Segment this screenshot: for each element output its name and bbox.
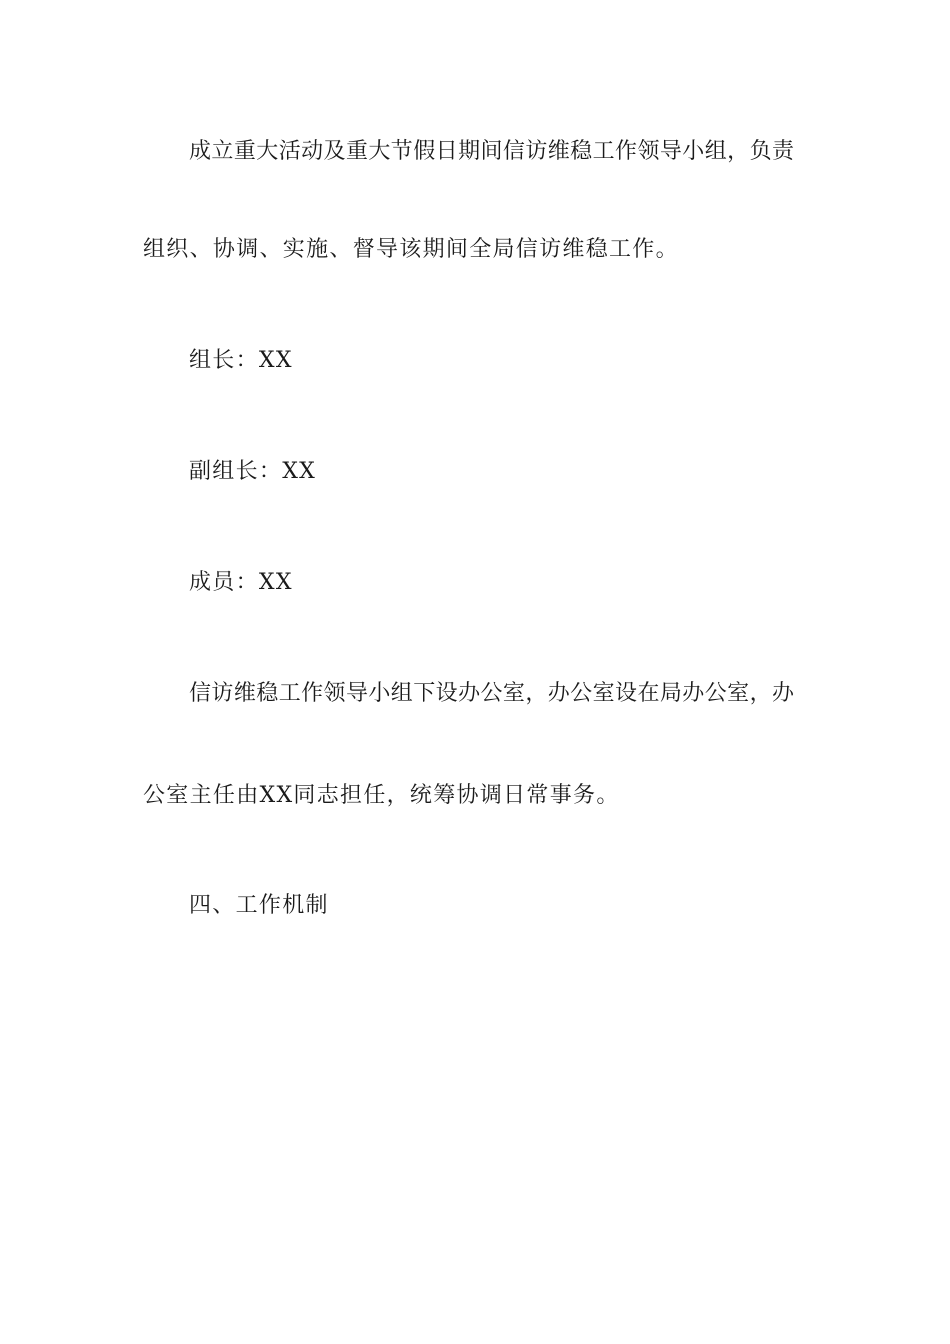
office-paragraph-line-1: 信访维稳工作领导小组下设办公室，办公室设在局办公室，办 — [189, 681, 794, 706]
paragraph-line-1: 成立重大活动及重大节假日期间信访维稳工作领导小组，负责 — [189, 139, 794, 164]
section-heading-work-mechanism: 四、工作机制 — [189, 893, 329, 918]
deputy-leader-line: 副组长：XX — [189, 459, 317, 484]
paragraph-line-2: 组织、协调、实施、督导该期间全局信访维稳工作。 — [143, 237, 679, 262]
office-paragraph-line-2: 公室主任由XX同志担任，统筹协调日常事务。 — [143, 783, 620, 808]
members-line: 成员：XX — [189, 570, 293, 595]
leader-line: 组长：XX — [189, 348, 293, 373]
